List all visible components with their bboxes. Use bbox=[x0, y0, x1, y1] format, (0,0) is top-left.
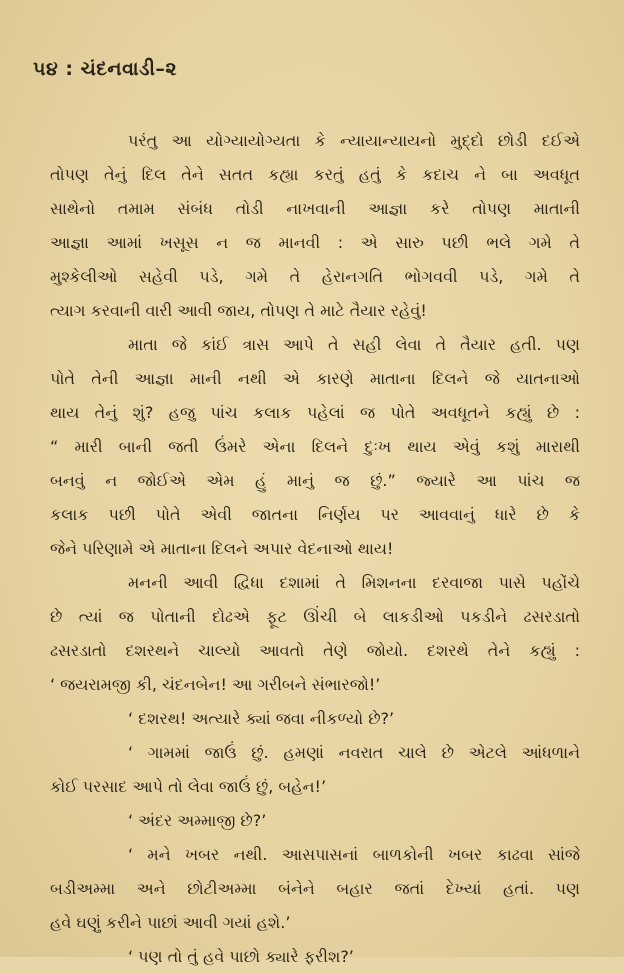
text-line: કોઈ પરસાદ આપે તો લેવા જાઉં છું, બહેન!’ bbox=[50, 777, 327, 796]
text-line: ‘ પણ તો તું હવે પાછો ક્યારે ફરીશ?’ bbox=[128, 947, 354, 966]
text-line: હવે ઘણું કરીને પાછાં આવી ગયાં હશે.’ bbox=[50, 913, 291, 932]
text-line: જેને પરિણામે એ માતાના દિલને અપાર વેદનાઓ થાય! bbox=[50, 539, 394, 558]
text-line: માતા જે કાંઈ ત્રાસ આપે તે સહી લેવા તે તૈયાર હતી. પણ bbox=[128, 335, 580, 354]
text-line: ત્યાગ કરવાની વારી આવી જાય, તોપણ તે માટે તૈયાર રહેવું! bbox=[50, 301, 427, 320]
text-line: તોપણ તેનું દિલ તેને સતત કહ્યા કરતું હતું કે કદાચ ને બા અવધૂત bbox=[50, 165, 580, 184]
text-line: છે ત્યાં જ પોતાની દોઢએ ફૂટ ઊંચી બે લાકડીઓ પકડીને ઢસરડાતો bbox=[50, 607, 580, 626]
text-line: ‘ જયરામજી કી, ચંદનબેન! આ ગરીબને સંભારજો!’ bbox=[50, 675, 381, 694]
text-line: ‘ અંદર અમ્માજી છે?’ bbox=[128, 811, 267, 830]
text-line: કલાક પછી પોતે એવી જાતના નિર્ણય પર આવવાનું ધારે છે કે bbox=[50, 505, 580, 524]
page-header: ૫૪ : ચંદનવાડી–૨ bbox=[33, 58, 178, 80]
text-line: ‘ દશરથ! અત્યારે ક્યાં જવા નીકળ્યો છે?’ bbox=[128, 709, 395, 728]
text-line: સાથેનો તમામ સંબંધ તોડી નાખવાની આજ્ઞા કરે તોપણ માતાની bbox=[50, 199, 580, 218]
text-line: બનવું ન જોઈએ એમ હું માનું જ છું.” જ્યારે આ પાંચ જ bbox=[50, 471, 580, 490]
text-line: “ મારી બાની જતી ઉંમરે એના દિલને દુઃખ થાય એવું કશું મારાથી bbox=[50, 437, 580, 456]
text-line: આજ્ઞા આમાં ખસૂસ ન જ માનવી : એ સારુ પછી ભલે ગમે તે bbox=[50, 233, 580, 252]
body-text bbox=[50, 124, 580, 974]
text-line: બડીઅમ્મા અને છોટીઅમ્મા બંનેને બહાર જતાં દેખ્યાં હતાં. પણ bbox=[50, 879, 580, 898]
text-line: પોતે તેની આજ્ઞા માની નથી એ કારણે માતાના દિલને જે યાતનાઓ bbox=[50, 369, 580, 388]
text-line: મુશ્કેલીઓ સહેવી પડે, ગમે તે હેરાનગતિ ભોગવવી પડે, ગમે તે bbox=[50, 267, 580, 286]
text-line: થાય તેનું શું? હજુ પાંચ કલાક પહેલાં જ પોતે અવધૂતને કહ્યું છે : bbox=[50, 403, 580, 422]
text-line: પરંતુ આ યોગ્યાયોગ્યતા કે ન્યાયાન્યાયનો મુદ્દો છોડી દઈએ bbox=[128, 131, 580, 150]
text-line: મનની આવી દ્વિધા દશામાં તે મિશનના દરવાજા પાસે પહોંચે bbox=[128, 573, 580, 592]
text-line: ‘ મને ખબર નથી. આસપાસનાં બાળકોની ખબર કાઢવા સાંજે bbox=[128, 845, 580, 864]
text-line: ઢસરડાતો દશરથને ચાલ્યો આવતો તેણે જોયો. દશરથે તેને કહ્યું : bbox=[50, 641, 580, 660]
text-line: ‘ ગામમાં જાઉં છું. હમણાં નવરાત ચાલે છે એટલે આંધળાને bbox=[128, 743, 580, 762]
